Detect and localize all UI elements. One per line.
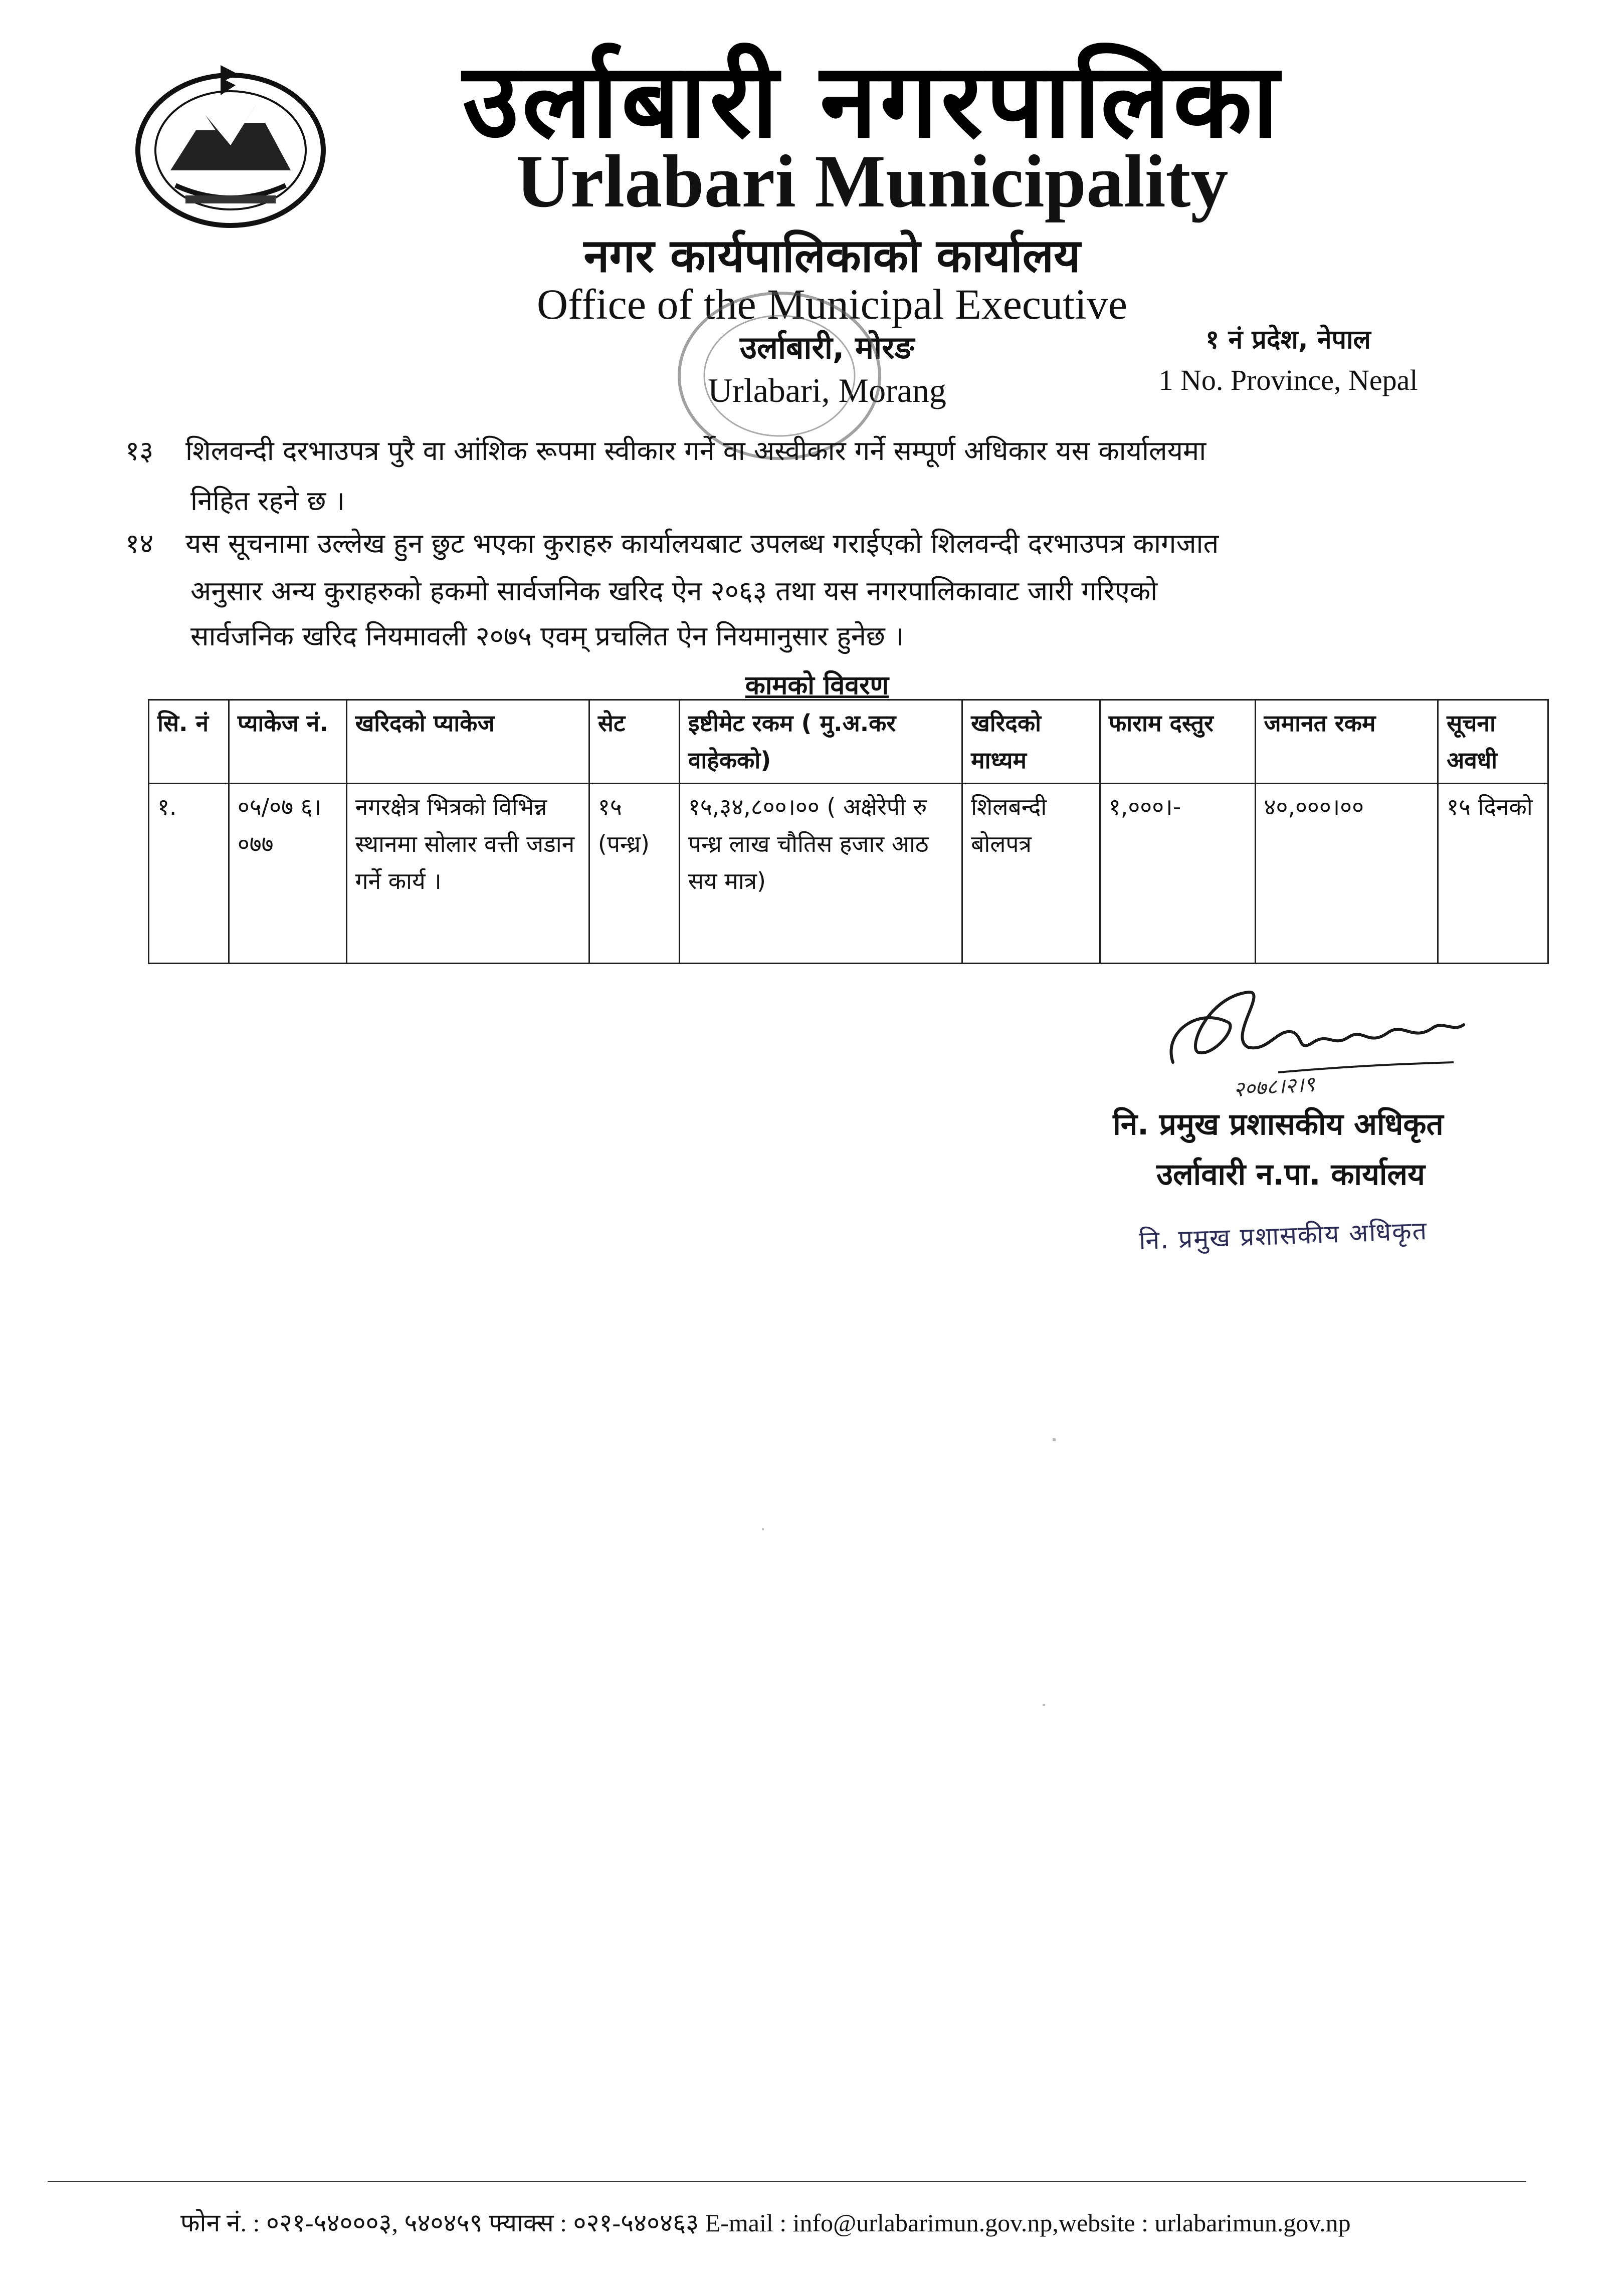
office-name-english: Office of the Municipal Executive (536, 280, 1128, 328)
cell-estimate-amount: १५,३४,८००।०० ( अक्षेरेपी रु पन्ध्र लाख चौतिस हजार आठ सय मात्र) (679, 784, 962, 964)
footer-divider (48, 2181, 1526, 2182)
clause-13-number: १३ (125, 435, 154, 467)
municipality-name-english: Urlabari Municipality (516, 140, 1229, 223)
scan-speck (1053, 1438, 1056, 1441)
contact-footer: फोन नं. : ०२१-५४०००३, ५४०४५९ फ्याक्स : ०२१-५४०४६३ E-mail : info@urlabarimun.gov.np,website : urlabarimun.gov.np (180, 2209, 1351, 2237)
scan-speck (762, 1528, 764, 1530)
city-english: Urlabari, Morang (708, 371, 946, 409)
cell-procurement-package: नगरक्षेत्र भित्रको विभिन्न स्थानमा सोलार वत्ती जडान गर्ने कार्य । (346, 784, 589, 964)
cell-bid-security: ४०,०००।०० (1255, 784, 1438, 964)
cell-form-fee: १,०००।- (1100, 784, 1255, 964)
clause-14-number: १४ (125, 528, 154, 559)
clause-13 (125, 426, 1529, 476)
table-row (149, 784, 1548, 964)
work-details-table (148, 699, 1549, 964)
header-serial: सि. नं (149, 700, 229, 784)
city-nepali: उर्लाबारी, मोरङ (739, 329, 915, 366)
designation-stamp: नि. प्रमुख प्रशासकीय अधिकृत (1138, 1216, 1428, 1256)
clause-13-text-line2: निहित रहने छ । (190, 485, 345, 517)
header-procurement-method: खरिदको माध्यम (962, 700, 1100, 784)
nepal-emblem-icon (130, 60, 331, 231)
signature-date: २०७८।२।९ (1232, 1071, 1316, 1102)
scan-speck (1043, 1704, 1045, 1706)
clause-14 (125, 519, 1529, 569)
clause-14-text-line2: अनुसार अन्य कुराहरुको हकमो सार्वजनिक खरिद ऐन २०६३ तथा यस नगरपालिकावाट जारी गरिएको (190, 575, 1158, 607)
header-form-fee: फाराम दस्तुर (1100, 700, 1255, 784)
cell-set: १५ (पन्ध्र) (589, 784, 679, 964)
header-package-no: प्याकेज नं. (229, 700, 346, 784)
header-estimate-amount: इष्टीमेट रकम ( मु.अ.कर वाहेकको) (679, 700, 962, 784)
cell-notice-period: १५ दिनको (1438, 784, 1548, 964)
clause-13-text-line1: शिलवन्दी दरभाउपत्र पुरै वा आंशिक रूपमा स्वीकार गर्ने वा अस्वीकार गर्ने सम्पूर्ण अधिकार यस कार्यालयमा (185, 435, 1206, 467)
office-name-nepali: नगर कार्यपालिकाको कार्यालय (583, 229, 1081, 283)
municipality-name-nepali: उर्लाबारी नगरपालिका (462, 42, 1282, 161)
header-notice-period: सूचना अवधी (1438, 700, 1548, 784)
cell-serial: १. (149, 784, 229, 964)
signatory-title: नि. प्रमुख प्रशासकीय अधिकृत (1113, 1107, 1444, 1142)
work-details-title: कामको विवरण (745, 670, 889, 701)
clause-14-text-line1: यस सूचनामा उल्लेख हुन छुट भएका कुराहरु कार्यालयबाट उपलब्ध गराईएको शिलवन्दी दरभाउपत्र कागजात (185, 528, 1219, 559)
cell-procurement-method: शिलबन्दी बोलपत्र (962, 784, 1100, 964)
province-english: 1 No. Province, Nepal (1158, 364, 1418, 396)
header-procurement-package: खरिदको प्याकेज (346, 700, 589, 784)
clause-14-text-line3: सार्वजनिक खरिद नियमावली २०७५ एवम् प्रचलित ऐन नियमानुसार हुनेछ । (190, 620, 904, 652)
cell-package-no: ०५/०७ ६।०७७ (229, 784, 346, 964)
header-bid-security: जमानत रकम (1255, 700, 1438, 784)
province-nepali: १ नं प्रदेश, नेपाल (1205, 325, 1371, 355)
table-header-row (149, 700, 1548, 784)
signatory-office: उर्लावारी न.पा. कार्यालय (1156, 1157, 1425, 1192)
header-set: सेट (589, 700, 679, 784)
